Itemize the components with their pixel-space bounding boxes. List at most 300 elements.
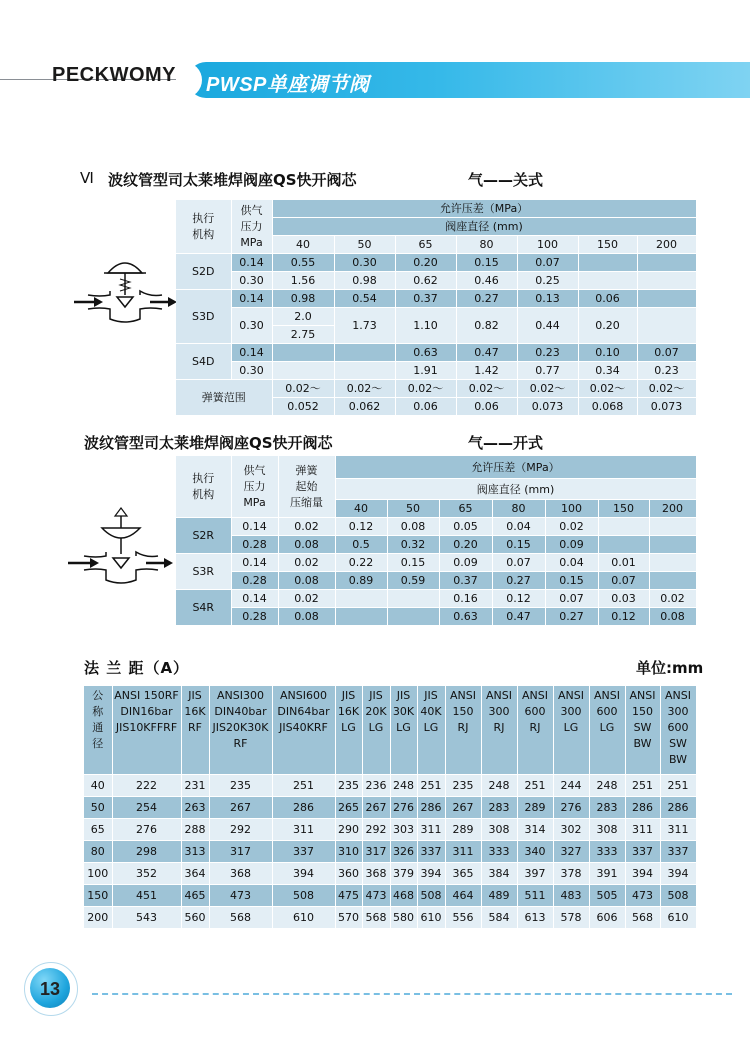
actuator-label: S4R: [176, 590, 231, 626]
head-flange-standard: [589, 686, 625, 775]
pressure-cell: 0.14: [231, 290, 272, 308]
value-cell: [578, 254, 637, 272]
flange-distance-cell: 580: [390, 907, 417, 929]
value-cell: [649, 554, 696, 572]
flange-distance-cell: 251: [517, 775, 553, 797]
table-row: [84, 907, 696, 929]
flange-distance-cell: 244: [553, 775, 589, 797]
brand-logo: PECKWOMY: [52, 64, 176, 86]
value-cell: [649, 518, 696, 536]
value-cell: 0.20: [578, 308, 637, 344]
value-cell: 0.46: [456, 272, 517, 290]
actuator-label: S4D: [176, 344, 231, 380]
flange-distance-cell: 311: [625, 819, 660, 841]
spring-cell: 0.062: [334, 398, 395, 416]
flange-distance-cell: 337: [417, 841, 445, 863]
flange-distance-cell: 568: [625, 907, 660, 929]
nominal-diameter-cell: 100: [84, 863, 112, 885]
value-cell: 0.77: [517, 362, 578, 380]
head-line: BW: [633, 737, 652, 750]
table-air-close: [176, 200, 697, 416]
head-line: 40K: [420, 705, 442, 718]
head-supply: 供气 压力 MPa: [231, 200, 272, 254]
pressure-cell: 0.28: [231, 536, 278, 554]
value-cell: 1.42: [456, 362, 517, 380]
flange-distance-cell: 276: [390, 797, 417, 819]
flange-distance-cell: 397: [517, 863, 553, 885]
head-line: 30K: [392, 705, 415, 718]
flange-distance-cell: 235: [209, 775, 272, 797]
flange-distance-cell: 310: [335, 841, 362, 863]
diameter-cell: 200: [637, 236, 696, 254]
value-cell: 0.02: [649, 590, 696, 608]
diameter-cell: 40: [335, 500, 387, 518]
head-line: ANSI: [558, 689, 584, 702]
value-cell: 0.16: [439, 590, 492, 608]
head-line: 径: [92, 737, 104, 750]
head-flange-standard: [209, 686, 272, 775]
flange-distance-cell: 317: [209, 841, 272, 863]
actuator-label: S2R: [176, 518, 231, 554]
value-cell: 0.25: [517, 272, 578, 290]
value-cell: 0.08: [649, 608, 696, 626]
flange-distance-cell: 254: [112, 797, 181, 819]
flange-distance-cell: 302: [553, 819, 589, 841]
table-row: [84, 819, 696, 841]
spring-preload-cell: 0.08: [278, 608, 335, 626]
head-line: RJ: [529, 721, 541, 734]
spring-cell: 0.02～: [637, 380, 696, 398]
value-cell-split: [272, 308, 334, 344]
nominal-diameter-cell: 40: [84, 775, 112, 797]
head-line: DIN40bar: [214, 705, 267, 718]
flange-distance-cell: 283: [589, 797, 625, 819]
section3-unit: 单位:mm: [636, 659, 704, 677]
flange-distance-cell: 570: [335, 907, 362, 929]
head-line: JIS: [188, 689, 202, 702]
value-cell: 1.56: [272, 272, 334, 290]
value-cell: 0.27: [545, 608, 598, 626]
value-cell: 0.07: [517, 254, 578, 272]
spring-cell: 0.06: [456, 398, 517, 416]
value-cell: [334, 362, 395, 380]
spring-cell: 0.02～: [578, 380, 637, 398]
value-cell: 1.73: [334, 308, 395, 344]
flange-distance-cell: 511: [517, 885, 553, 907]
head-flange-standard: [335, 686, 362, 775]
head-line: ANSI: [450, 689, 476, 702]
flange-distance-cell: 610: [660, 907, 696, 929]
pressure-cell: 0.28: [231, 572, 278, 590]
flange-distance-cell: 308: [589, 819, 625, 841]
flange-distance-cell: 286: [417, 797, 445, 819]
flange-distance-cell: 337: [625, 841, 660, 863]
value-cell: [637, 290, 696, 308]
head-line: JIS40KRF: [279, 721, 328, 734]
table-air-open: [176, 456, 697, 626]
value-cell: 0.27: [456, 290, 517, 308]
flange-distance-cell: 556: [445, 907, 481, 929]
value-cell: 0.09: [439, 554, 492, 572]
flange-distance-cell: 327: [553, 841, 589, 863]
flange-distance-cell: 610: [272, 907, 335, 929]
flange-distance-cell: 360: [335, 863, 362, 885]
flange-distance-cell: 568: [209, 907, 272, 929]
diameter-cell: 65: [439, 500, 492, 518]
flange-distance-cell: 286: [625, 797, 660, 819]
actuator-label: S3R: [176, 554, 231, 590]
value-cell: 0.13: [517, 290, 578, 308]
value-cell: 0.62: [395, 272, 456, 290]
value-cell: 0.10: [578, 344, 637, 362]
head-line: RJ: [493, 721, 505, 734]
diameter-cell: 80: [492, 500, 545, 518]
diameter-cell: 150: [578, 236, 637, 254]
pressure-cell: 0.14: [231, 254, 272, 272]
spring-cell: 0.02～: [517, 380, 578, 398]
diameter-cell: 150: [598, 500, 649, 518]
flange-distance-cell: 365: [445, 863, 481, 885]
head-line: JIS: [396, 689, 411, 702]
spring-cell: 0.073: [517, 398, 578, 416]
flange-distance-cell: 317: [362, 841, 390, 863]
head-line: 称: [92, 705, 104, 718]
flange-distance-cell: 333: [589, 841, 625, 863]
flange-distance-cell: 251: [417, 775, 445, 797]
head-flange-standard: [625, 686, 660, 775]
value-cell: [649, 572, 696, 590]
pressure-cell: 0.14: [231, 518, 278, 536]
pressure-cell: 0.14: [231, 344, 272, 362]
flange-distance-cell: 267: [209, 797, 272, 819]
spring-preload-cell: 0.02: [278, 590, 335, 608]
head-line: SW: [669, 737, 687, 750]
value-cell: [334, 344, 395, 362]
nominal-diameter-cell: 65: [84, 819, 112, 841]
flange-distance-cell: 222: [112, 775, 181, 797]
spring-cell: 0.02～: [395, 380, 456, 398]
value-cell: [598, 518, 649, 536]
value-cell: 0.23: [517, 344, 578, 362]
section2-title: 波纹管型司太莱堆焊阀座QS快开阀芯: [84, 434, 333, 452]
value-cell: 0.59: [387, 572, 439, 590]
value-cell: 2.75: [290, 328, 316, 341]
table-flange-distance: [84, 686, 697, 929]
flange-distance-cell: 290: [335, 819, 362, 841]
value-cell: [272, 344, 334, 362]
diameter-cell: 80: [456, 236, 517, 254]
flange-distance-cell: 283: [481, 797, 517, 819]
value-cell: 0.5: [335, 536, 387, 554]
head-allow: 允许压差（MPa）: [272, 200, 696, 218]
flange-distance-cell: 311: [272, 819, 335, 841]
valve-diagram-air-close: [70, 255, 180, 335]
value-cell: 0.55: [272, 254, 334, 272]
flange-distance-cell: 303: [390, 819, 417, 841]
flange-distance-cell: 505: [589, 885, 625, 907]
value-cell: 0.15: [387, 554, 439, 572]
spring-cell: 0.052: [272, 398, 334, 416]
flange-distance-cell: 352: [112, 863, 181, 885]
head-line: 300: [488, 705, 510, 718]
head-line: SW: [633, 721, 652, 734]
flange-distance-cell: 235: [445, 775, 481, 797]
value-cell: 0.44: [517, 308, 578, 344]
flange-distance-cell: 276: [553, 797, 589, 819]
head-line: JIS: [341, 689, 356, 702]
head-line: ANSI 150RF: [114, 689, 179, 702]
head-line: LG: [396, 721, 411, 734]
head-line: 600: [524, 705, 546, 718]
head-line: 16K: [337, 705, 360, 718]
flange-distance-cell: 394: [625, 863, 660, 885]
head-flange-standard: [417, 686, 445, 775]
head-flange-standard: [553, 686, 589, 775]
actuator-label: S3D: [176, 290, 231, 344]
value-cell: 1.10: [395, 308, 456, 344]
head-allow: 允许压差（MPa）: [335, 456, 696, 479]
value-cell: [649, 536, 696, 554]
flange-distance-cell: 263: [181, 797, 209, 819]
diameter-cell: 200: [649, 500, 696, 518]
flange-distance-cell: 313: [181, 841, 209, 863]
value-cell: 0.04: [545, 554, 598, 572]
value-cell: 2.0: [273, 308, 334, 326]
flange-distance-cell: 288: [181, 819, 209, 841]
value-cell: 0.12: [492, 590, 545, 608]
head-line: ANSI: [522, 689, 548, 702]
diameter-cell: 100: [517, 236, 578, 254]
value-cell: 0.07: [598, 572, 649, 590]
head-line: 150: [452, 705, 474, 718]
head-line: 150: [632, 705, 653, 718]
flange-distance-cell: 286: [272, 797, 335, 819]
value-cell: 0.89: [335, 572, 387, 590]
flange-distance-cell: 508: [272, 885, 335, 907]
flange-distance-cell: 236: [362, 775, 390, 797]
value-cell: 0.20: [395, 254, 456, 272]
page-title: PWSP单座调节阀: [206, 74, 370, 96]
flange-distance-cell: 337: [272, 841, 335, 863]
flange-distance-cell: 394: [660, 863, 696, 885]
flange-distance-cell: 394: [272, 863, 335, 885]
table-row: [84, 841, 696, 863]
flange-distance-cell: 311: [445, 841, 481, 863]
flange-distance-cell: 265: [335, 797, 362, 819]
flange-distance-cell: 560: [181, 907, 209, 929]
value-cell: 0.63: [439, 608, 492, 626]
flange-distance-cell: 379: [390, 863, 417, 885]
value-cell: [598, 536, 649, 554]
flange-distance-cell: 578: [553, 907, 589, 929]
flange-distance-cell: 473: [209, 885, 272, 907]
flange-distance-cell: 451: [112, 885, 181, 907]
spring-cell: 0.06: [395, 398, 456, 416]
value-cell: [335, 590, 387, 608]
head-flange-standard: [362, 686, 390, 775]
value-cell: 0.98: [334, 272, 395, 290]
head-supply: 供气 压力 MPa: [231, 456, 278, 518]
head-flange-standard: [390, 686, 417, 775]
section1-title: 波纹管型司太莱堆焊阀座QS快开阀芯: [108, 171, 357, 189]
value-cell: [335, 608, 387, 626]
head-line: 通: [92, 721, 104, 734]
head-line: JIS20K30K: [212, 721, 269, 734]
flange-distance-cell: 473: [362, 885, 390, 907]
head-line: 600: [596, 705, 618, 718]
footer-dashed-rule: [92, 993, 732, 995]
flange-distance-cell: 568: [362, 907, 390, 929]
flange-distance-cell: 475: [335, 885, 362, 907]
value-cell: 0.63: [395, 344, 456, 362]
flange-distance-cell: 465: [181, 885, 209, 907]
spring-cell: 0.068: [578, 398, 637, 416]
head-flange-standard: [112, 686, 181, 775]
head-spring-preload: 弹簧 起始 压缩量: [278, 456, 335, 518]
pressure-cell: 0.14: [231, 590, 278, 608]
head-line: JIS: [369, 689, 383, 702]
head-flange-standard: [481, 686, 517, 775]
value-cell: 0.54: [334, 290, 395, 308]
head-actuator: 执行 机构: [176, 200, 231, 254]
head-line: LG: [368, 721, 384, 734]
value-cell: [637, 254, 696, 272]
flange-distance-cell: 289: [517, 797, 553, 819]
value-cell: 0.32: [387, 536, 439, 554]
value-cell: 0.07: [492, 554, 545, 572]
head-line: ANSI300: [217, 689, 264, 702]
head-line: 600: [667, 721, 689, 734]
table-row: [84, 885, 696, 907]
value-cell: [637, 272, 696, 290]
section1-roman: Ⅵ: [80, 169, 94, 187]
pressure-cell: 0.30: [231, 272, 272, 290]
flange-distance-cell: 231: [181, 775, 209, 797]
page-number: 13: [39, 979, 61, 999]
head-line: 公: [92, 689, 104, 702]
head-line: RF: [188, 721, 202, 734]
head-flange-standard: [660, 686, 696, 775]
section2-mode: 气——开式: [468, 434, 544, 452]
spring-cell: 0.02～: [334, 380, 395, 398]
flange-distance-cell: 606: [589, 907, 625, 929]
actuator-label: S2D: [176, 254, 231, 290]
flange-distance-cell: 584: [481, 907, 517, 929]
diameter-cell: 50: [387, 500, 439, 518]
head-line: LG: [423, 721, 439, 734]
value-cell: 0.01: [598, 554, 649, 572]
head-line: 20K: [365, 705, 387, 718]
flange-distance-cell: 384: [481, 863, 517, 885]
value-cell: 0.12: [598, 608, 649, 626]
value-cell: 0.98: [272, 290, 334, 308]
flange-distance-cell: 235: [335, 775, 362, 797]
flange-distance-cell: 286: [660, 797, 696, 819]
table-row: [84, 797, 696, 819]
nominal-diameter-cell: 150: [84, 885, 112, 907]
nominal-diameter-cell: 200: [84, 907, 112, 929]
flange-distance-cell: 483: [553, 885, 589, 907]
spring-preload-cell: 0.08: [278, 572, 335, 590]
head-line: JIS10KFFRF: [115, 721, 178, 734]
flange-distance-cell: 368: [362, 863, 390, 885]
value-cell: 0.02: [545, 518, 598, 536]
spring-preload-cell: 0.08: [278, 536, 335, 554]
value-cell: [387, 590, 439, 608]
head-flange-standard: [445, 686, 481, 775]
flange-distance-cell: 378: [553, 863, 589, 885]
flange-distance-cell: 251: [660, 775, 696, 797]
value-cell: 0.34: [578, 362, 637, 380]
value-cell: 0.05: [439, 518, 492, 536]
flange-distance-cell: 333: [481, 841, 517, 863]
flange-distance-cell: 248: [481, 775, 517, 797]
value-cell: 0.12: [335, 518, 387, 536]
diameter-cell: 100: [545, 500, 598, 518]
valve-diagram-air-open: [66, 506, 176, 596]
value-cell: 0.37: [395, 290, 456, 308]
value-cell: 0.23: [637, 362, 696, 380]
flange-distance-cell: 508: [417, 885, 445, 907]
diameter-cell: 65: [395, 236, 456, 254]
flange-distance-cell: 391: [589, 863, 625, 885]
flange-distance-cell: 364: [181, 863, 209, 885]
value-cell: 0.15: [456, 254, 517, 272]
head-flange-standard: [517, 686, 553, 775]
flange-distance-cell: 610: [417, 907, 445, 929]
flange-distance-cell: 248: [390, 775, 417, 797]
value-cell: 0.22: [335, 554, 387, 572]
diameter-cell: 50: [334, 236, 395, 254]
flange-distance-cell: 298: [112, 841, 181, 863]
flange-distance-cell: 251: [625, 775, 660, 797]
head-line: ANSI: [665, 689, 691, 702]
value-cell: [637, 308, 696, 344]
head-line: DIN64bar: [277, 705, 330, 718]
flange-distance-cell: 276: [112, 819, 181, 841]
head-line: ANSI: [486, 689, 512, 702]
value-cell: 0.47: [456, 344, 517, 362]
value-cell: 0.07: [637, 344, 696, 362]
value-cell: 1.91: [395, 362, 456, 380]
value-cell: 0.04: [492, 518, 545, 536]
value-cell: [387, 608, 439, 626]
flange-distance-cell: 248: [589, 775, 625, 797]
flange-distance-cell: 473: [625, 885, 660, 907]
head-line: 16K: [184, 705, 206, 718]
value-cell: [578, 272, 637, 290]
head-line: LG: [341, 721, 356, 734]
value-cell: 0.30: [334, 254, 395, 272]
flange-distance-cell: 340: [517, 841, 553, 863]
flange-distance-cell: 314: [517, 819, 553, 841]
value-cell: 0.06: [578, 290, 637, 308]
spring-preload-cell: 0.02: [278, 518, 335, 536]
flange-distance-cell: 489: [481, 885, 517, 907]
head-line: RJ: [457, 721, 469, 734]
section3-title: 法 兰 距（A）: [84, 659, 190, 677]
flange-distance-cell: 308: [481, 819, 517, 841]
flange-distance-cell: 292: [362, 819, 390, 841]
spring-cell: 0.073: [637, 398, 696, 416]
value-cell: 0.20: [439, 536, 492, 554]
value-cell: 0.82: [456, 308, 517, 344]
flange-distance-cell: 326: [390, 841, 417, 863]
section1-mode: 气——关式: [468, 171, 544, 189]
flange-distance-cell: 311: [417, 819, 445, 841]
head-line: 300: [667, 705, 689, 718]
head-diameter: 阀座直径 (mm): [272, 218, 696, 236]
